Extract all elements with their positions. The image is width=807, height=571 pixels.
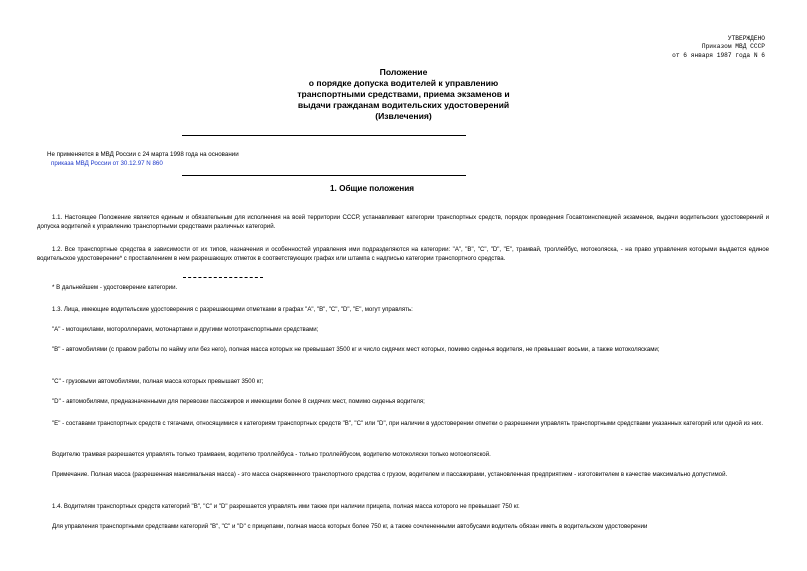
title-line-3: транспортными средствами, приема экзаменов и	[297, 89, 510, 99]
divider-top	[182, 135, 466, 136]
divider-bottom	[182, 175, 466, 176]
footnote: * В дальнейшем - удостоверение категории.	[52, 284, 178, 291]
approval-line-3: от 6 января 1987 года N 6	[672, 51, 765, 59]
category-c: "С" - грузовыми автомобилями, полная масса которых превышает 3500 кг;	[52, 378, 264, 385]
category-a: "А" - мотоциклами, мотороллерами, мотонартами и другими мототранспортными средствами;	[52, 326, 319, 333]
tram-trolleybus-note: Водителю трамвая разрешается управлять только трамваем, водителю троллейбуса - только троллейбусом, водителю мотоколяски только мотоколяской.	[52, 451, 491, 458]
category-d: "D" - автомобилями, предназначенными для перевозки пассажиров и имеющими более 8 сидячих мест, помимо сиденья водителя;	[52, 398, 425, 405]
title-line-4: выдачи гражданам водительских удостоверений	[297, 100, 510, 110]
footnote-separator	[183, 277, 263, 278]
approval-stamp	[672, 35, 765, 60]
paragraph-1-3: 1.3. Лица, имеющие водительские удостоверения с разрешающими отметками в графах "А", "В", "С", "D", "Е", могут управлять:	[52, 306, 413, 313]
title-line-2: о порядке допуска водителей к управлению	[308, 78, 499, 88]
paragraph-1-1: 1.1. Настоящее Положение является единым и обязательным для исполнения на всей территории СССР, устанавливает категории транспортных средств, порядок проведения Госавтоинспекцией экзаменов, выдачи водительских удостоверений и допуска водителей к управлению транспортными средствами различных категорий.	[37, 214, 769, 231]
paragraph-1-2: 1.2. Все транспортные средства в зависимости от их типов, назначения и особенностей управления ими подразделяются на категории: "А", "В", "С", "D", "Е", трамвай, троллейбус, мотоколяска, - на право управления которыми выдается единое водительское удостоверение* с проставлением в нем разрешающих отметок в соответствующих графах или штампа с надписью категории транспортного средства.	[37, 246, 769, 263]
notice-text: Не применяется в МВД России с 24 марта 1998 года на основании	[47, 151, 239, 158]
title-line-1: Положение	[379, 67, 428, 77]
status-notice	[47, 150, 239, 168]
approval-line-2: Приказом МВД СССР	[701, 43, 765, 51]
title-line-5: (Извлечения)	[375, 111, 432, 121]
notice-link[interactable]: приказа МВД России от 30.12.97 N 860	[51, 160, 163, 167]
category-b: "В" - автомобилями (с правом работы по найму или без него), полная масса которых не превышает 3500 кг и число сидячих мест которых, помимо сиденья водителя, не превышает восьми, а также мотоколясками;	[52, 346, 660, 353]
section-title: 1. Общие положения	[330, 184, 415, 193]
category-e: "Е" - составами транспортных средств с тягачами, относящимися к категориям транспортных средств "В", "С" или "D", при наличии в удостоверении отметки о разрешении управлять транспортными средствами указанных категорий или одной из них.	[52, 420, 764, 427]
paragraph-1-4: 1.4. Водителям транспортных средств категорий "В", "С" и "D" разрешается управлять ими также при наличии прицепа, полная масса которого не превышает 750 кг.	[52, 503, 520, 510]
mass-note: Примечание. Полная масса (разрешенная максимальная масса) - это масса снаряженного транспортного средства с грузом, водителем и пассажирами, установленная предприятием - изготовителем в качестве максимально допустимой.	[52, 471, 728, 478]
trailer-paragraph: Для управления транспортными средствами категорий "В", "С" и "D" с прицепами, полная масса которых более 750 кг, а также сочлененными автобусами водитель обязан иметь в водительском удостоверении	[52, 523, 648, 530]
approval-line-1: УТВЕРЖДЕНО	[727, 35, 765, 42]
document-title	[0, 67, 807, 122]
